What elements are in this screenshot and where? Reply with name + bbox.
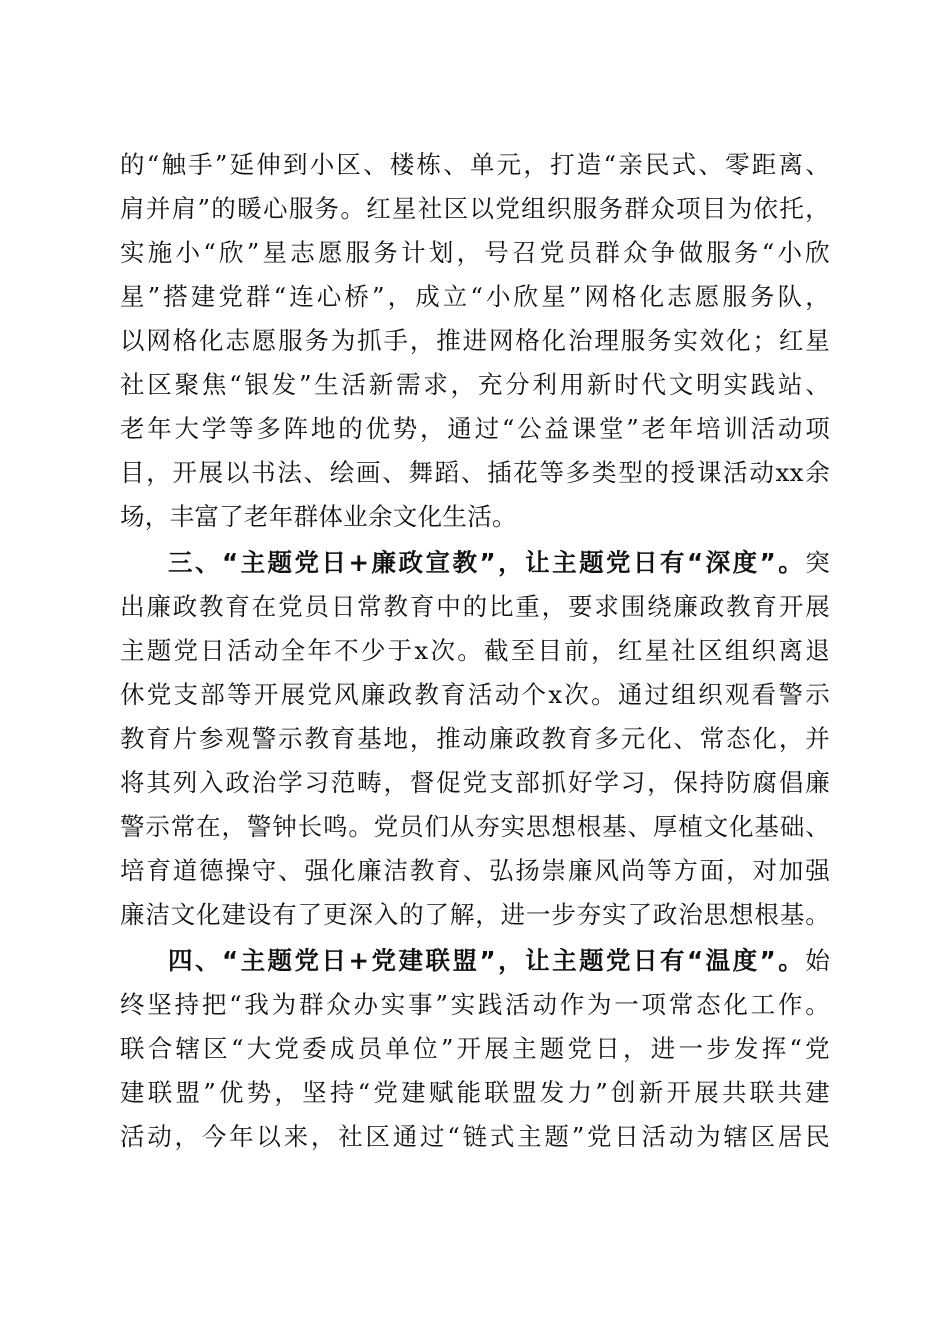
body-line: 廉洁文化建设有了更深入的了解，进一步夯实了政治思想根基。 bbox=[120, 900, 830, 929]
body-line: 联合辖区“大党委成员单位”开展主题党日，进一步发挥“党 bbox=[120, 1034, 830, 1063]
body-line: 出廉政教育在党员日常教育中的比重，要求围绕廉政教育开展 bbox=[120, 592, 830, 621]
body-line: 以网格化志愿服务为抓手，推进网格化治理服务实效化；红星 bbox=[120, 326, 830, 355]
body-line: 星”搭建党群“连心桥”，成立“小欣星”网格化志愿服务队， bbox=[120, 282, 830, 311]
body-line: 建联盟”优势，坚持“党建赋能联盟发力”创新开展共联共建 bbox=[120, 1078, 830, 1107]
body-line: 目，开展以书法、绘画、舞蹈、插花等多类型的授课活动xx余 bbox=[120, 458, 830, 487]
body-line: 将其列入政治学习范畴，督促党支部抓好学习，保持防腐倡廉 bbox=[120, 768, 830, 797]
body-line: 的“触手”延伸到小区、楼栋、单元，打造“亲民式、零距离、 bbox=[120, 150, 830, 179]
body-line: 肩并肩”的暖心服务。红星社区以党组织服务群众项目为依托， bbox=[120, 194, 830, 223]
body-line: 老年大学等多阵地的优势，通过“公益课堂”老年培训活动项 bbox=[120, 414, 830, 443]
section-4-first-line-rest: 始 bbox=[805, 946, 830, 975]
body-line: 场，丰富了老年群体业余文化生活。 bbox=[120, 502, 517, 531]
section-4-heading: 四、“主题党日+党建联盟”，让主题党日有“温度”。 bbox=[168, 946, 806, 975]
body-line: 终坚持把“我为群众办实事”实践活动作为一项常态化工作。 bbox=[120, 990, 830, 1019]
section-3-first-line-rest: 突 bbox=[805, 548, 830, 577]
section-4-first-line bbox=[168, 939, 830, 983]
section-3-first-line bbox=[168, 541, 830, 585]
body-line: 实施小“欣”星志愿服务计划，号召党员群众争做服务“小欣 bbox=[120, 238, 830, 267]
body-line: 教育片参观警示教育基地，推动廉政教育多元化、常态化，并 bbox=[120, 724, 830, 753]
section-3-heading: 三、“主题党日+廉政宣教”，让主题党日有“深度”。 bbox=[168, 548, 806, 577]
body-line: 活动，今年以来，社区通过“链式主题”党日活动为辖区居民 bbox=[120, 1122, 830, 1151]
body-line: 社区聚焦“银发”生活新需求，充分利用新时代文明实践站、 bbox=[120, 370, 830, 399]
body-line: 警示常在，警钟长鸣。党员们从夯实思想根基、厚植文化基础、 bbox=[120, 812, 830, 841]
body-line: 培育道德操守、强化廉洁教育、弘扬崇廉风尚等方面，对加强 bbox=[120, 856, 830, 885]
body-line: 主题党日活动全年不少于x次。截至目前，红星社区组织离退 bbox=[120, 636, 830, 665]
body-line: 休党支部等开展党风廉政教育活动个x次。通过组织观看警示 bbox=[120, 680, 830, 709]
